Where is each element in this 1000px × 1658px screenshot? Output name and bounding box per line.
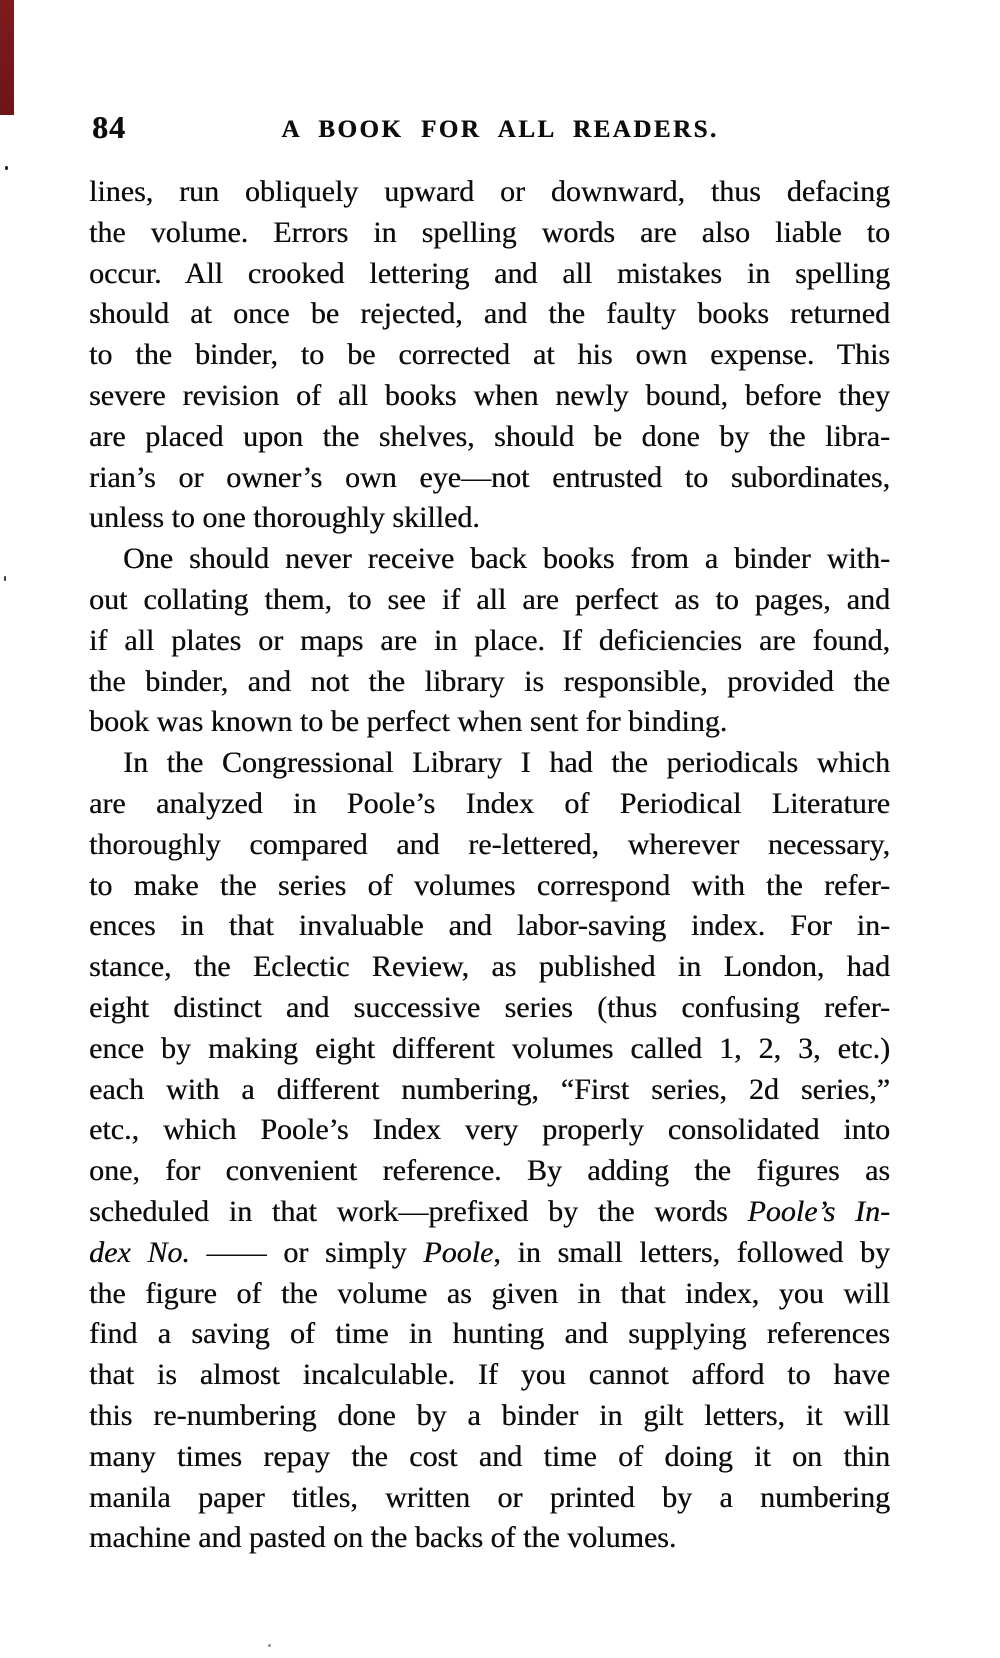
text-line: occur. All crooked lettering and all mistakes in spelling <box>89 256 890 290</box>
text-line: to make the series of volumes correspond with the refer- <box>89 868 890 902</box>
text-line: many times repay the cost and time of doing it on thin <box>89 1439 890 1473</box>
ink-speck <box>4 576 6 581</box>
text-line: eight distinct and successive series (thus confusing refer- <box>89 990 890 1024</box>
text-line: dex No. —— or simply Poole, in small letters, followed by <box>89 1235 890 1269</box>
text-line: one, for convenient reference. By adding the figures as <box>89 1154 890 1188</box>
text-line: rian’s or owner’s own eye—not entrusted to subordinates, <box>89 460 890 494</box>
text-line: ences in that invaluable and labor-saving index. For in- <box>89 909 890 943</box>
text-line: lines, run obliquely upward or downward, thus defacing <box>89 175 890 208</box>
text-line: the binder, and not the library is responsible, provided the <box>89 664 890 698</box>
text-line: find a saving of time in hunting and supplying references <box>89 1317 890 1351</box>
text-line: the volume. Errors in spelling words are also liable to <box>89 215 890 249</box>
body-text <box>89 172 890 1559</box>
ink-speck <box>5 166 8 170</box>
text-line: manila paper titles, written or printed by a numbering <box>89 1480 890 1514</box>
running-header: A BOOK FOR ALL READERS. <box>281 116 719 143</box>
page-number: 84 <box>92 109 126 145</box>
text-line: this re-numbering done by a binder in gilt letters, it will <box>89 1398 890 1432</box>
text-line: each with a different numbering, “First series, 2d series,” <box>89 1072 890 1106</box>
text-line: etc., which Poole’s Index very properly consolidated into <box>89 1113 890 1147</box>
text-line: unless to one thoroughly skilled. <box>89 501 480 535</box>
text-line: are placed upon the shelves, should be done by the libra- <box>89 419 890 453</box>
text-line: stance, the Eclectic Review, as published in London, had <box>89 950 890 984</box>
text-line: are analyzed in Poole’s Index of Periodical Literature <box>89 786 890 820</box>
text-line: thoroughly compared and re-lettered, wherever necessary, <box>89 827 890 861</box>
text-line: should at once be rejected, and the faulty books returned <box>89 297 890 331</box>
text-line: if all plates or maps are in place. If deficiencies are found, <box>89 623 890 657</box>
text-line: severe revision of all books when newly bound, before they <box>89 378 890 412</box>
book-cover-edge-strip <box>0 0 14 115</box>
text-line: out collating them, to see if all are perfect as to pages, and <box>89 582 890 616</box>
text-line: In the Congressional Library I had the periodicals which <box>123 746 890 780</box>
text-line: book was known to be perfect when sent for binding. <box>89 705 728 739</box>
text-line: machine and pasted on the backs of the volumes. <box>89 1521 677 1555</box>
text-line: that is almost incalculable. If you cannot afford to have <box>89 1358 890 1392</box>
text-line: to the binder, to be corrected at his own expense. This <box>89 338 890 372</box>
text-line: One should never receive back books from a binder with- <box>123 542 890 576</box>
text-line: the figure of the volume as given in that index, you will <box>89 1276 890 1310</box>
text-line: ence by making eight different volumes called 1, 2, 3, etc.) <box>89 1031 890 1065</box>
text-line: scheduled in that work—prefixed by the words Poole’s In- <box>89 1194 890 1228</box>
ink-speck <box>268 1644 271 1647</box>
